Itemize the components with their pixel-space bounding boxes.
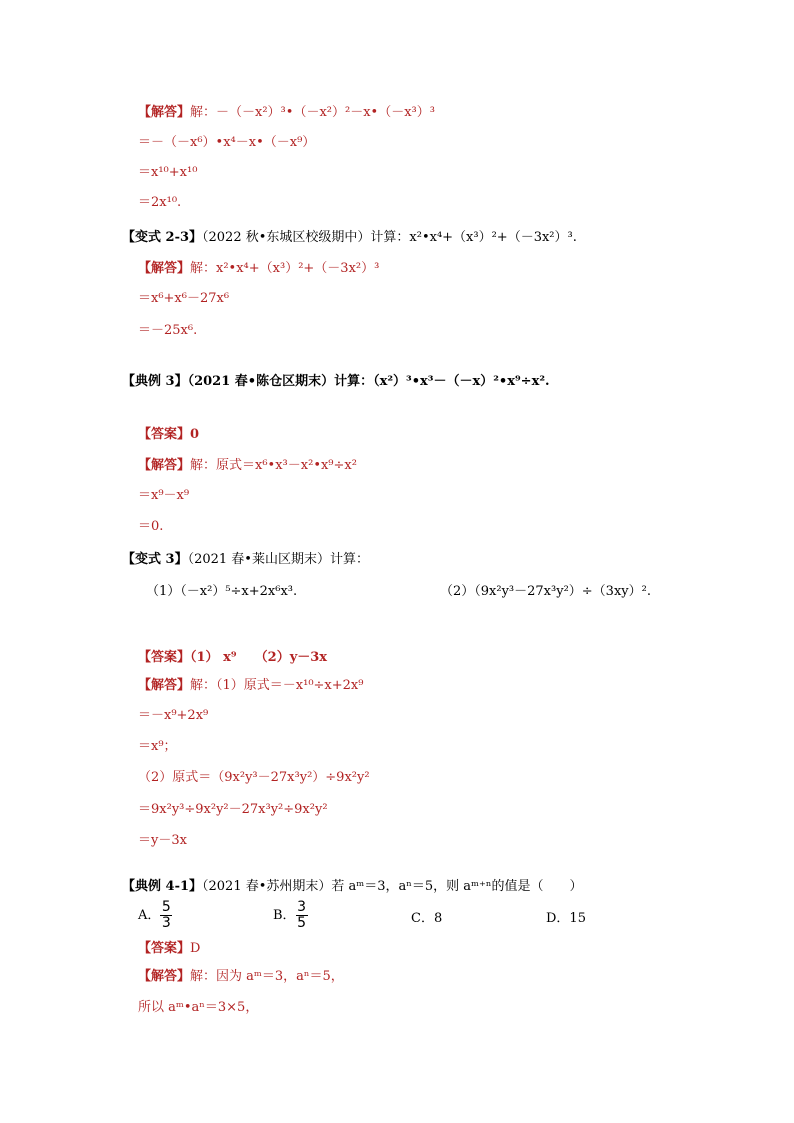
answer-value: 0	[190, 427, 200, 442]
answer-label: 【答案】	[138, 941, 191, 956]
variant-2-3-problem	[122, 229, 577, 247]
solution-text: 解：－（－x²）³•（－x²）²－x•（－x³）³	[190, 105, 435, 120]
solution-line-2: ＝－（－x⁶）•x⁴－x•（－x⁹）	[138, 135, 316, 150]
solution-text: 解：原式＝x⁶•x³－x²•x⁹÷x²	[190, 458, 357, 473]
solution-line-5: ＝9x²y³÷9x²y²－27x³y²÷9x²y²	[138, 802, 328, 817]
solution-line-6: ＝y－3x	[138, 833, 187, 848]
solution-label: 【解答】	[138, 458, 191, 473]
solution-line-3: ＝x¹⁰+x¹⁰	[138, 165, 198, 180]
solution-text: 解：（1）原式＝－x¹⁰÷x+2x⁹	[190, 678, 364, 693]
example-tag: 【典例 3】	[122, 374, 188, 389]
answer-line	[138, 426, 199, 444]
option-b-label: B．	[273, 908, 296, 923]
solution-line-4: ＝2x¹⁰.	[138, 195, 182, 210]
solution-line-2: 所以 aᵐ•aⁿ＝3×5，	[138, 1000, 259, 1015]
solution-line-3: ＝0.	[138, 519, 164, 534]
variant-3-problem	[122, 551, 369, 569]
solution-label: 【解答】	[138, 261, 191, 276]
variant-tag: 【变式 2-3】	[122, 230, 203, 245]
solution-label: 【解答】	[138, 105, 191, 120]
answer-value-2: （2）y－3x	[254, 650, 328, 665]
fraction-denominator: 3	[161, 915, 171, 931]
solution-line-4: （2）原式＝（9x²y³－27x³y²）÷9x²y²	[138, 770, 370, 785]
variant-3-question-1: （1）（－x²）⁵÷x+2x⁶x³.	[146, 584, 298, 599]
fraction-numerator: 5	[161, 899, 171, 915]
solution-line-1	[138, 104, 435, 122]
answer-label: 【答案】	[138, 427, 191, 442]
option-c[interactable]: C．8	[411, 911, 443, 926]
solution-line-2: ＝－x⁹+2x⁹	[138, 708, 209, 723]
problem-text: （2021 春•莱山区期末）计算：	[187, 552, 369, 567]
answer-line	[138, 940, 200, 958]
variant-3-question-2: （2）（9x²y³－27x³y²）÷（3xy）².	[440, 584, 651, 599]
solution-line-2: ＝x⁹－x⁹	[138, 488, 190, 503]
solution-line-2: ＝x⁶+x⁶－27x⁶	[138, 291, 230, 306]
solution-text: 解：x²•x⁴+（x³）²+（－3x²）³	[190, 261, 380, 276]
option-b[interactable]	[273, 900, 308, 931]
solution-line-3: ＝－25x⁶.	[138, 323, 198, 338]
fraction-numerator: 3	[297, 899, 307, 915]
problem-text: （2021 春•苏州期末）若 aᵐ＝3，aⁿ＝5，则 aᵐ⁺ⁿ的值是（ ）	[202, 879, 583, 894]
solution-line-3: ＝x⁹；	[138, 739, 177, 754]
answer-value-1: （1） x⁹	[190, 650, 237, 665]
answer-line	[138, 649, 327, 667]
solution-text: 解：因为 aᵐ＝3，aⁿ＝5，	[190, 969, 344, 984]
variant-tag: 【变式 3】	[122, 552, 188, 567]
solution-label: 【解答】	[138, 678, 191, 693]
option-b-fraction	[296, 900, 308, 931]
solution-line-1	[138, 677, 363, 695]
solution-label: 【解答】	[138, 969, 191, 984]
problem-text: （2021 春•陈仓区期末）计算：（x²）³•x³－（－x）²•x⁹÷x².	[187, 374, 550, 389]
answer-value: D	[190, 941, 201, 956]
option-d[interactable]: D．15	[546, 911, 586, 926]
solution-line-1	[138, 260, 379, 278]
fraction-denominator: 5	[297, 915, 307, 931]
option-a-fraction	[160, 900, 172, 931]
example-tag: 【典例 4-1】	[122, 879, 203, 894]
problem-text: （2022 秋•东城区校级期中）计算：x²•x⁴+（x³）²+（－3x²）³.	[202, 230, 577, 245]
solution-line-1	[138, 968, 344, 986]
option-a[interactable]	[138, 900, 172, 931]
option-a-label: A．	[138, 908, 161, 923]
solution-line-1	[138, 457, 357, 475]
example-4-1-problem	[122, 878, 583, 896]
example-3-problem	[122, 373, 550, 391]
answer-label: 【答案】	[138, 650, 191, 665]
